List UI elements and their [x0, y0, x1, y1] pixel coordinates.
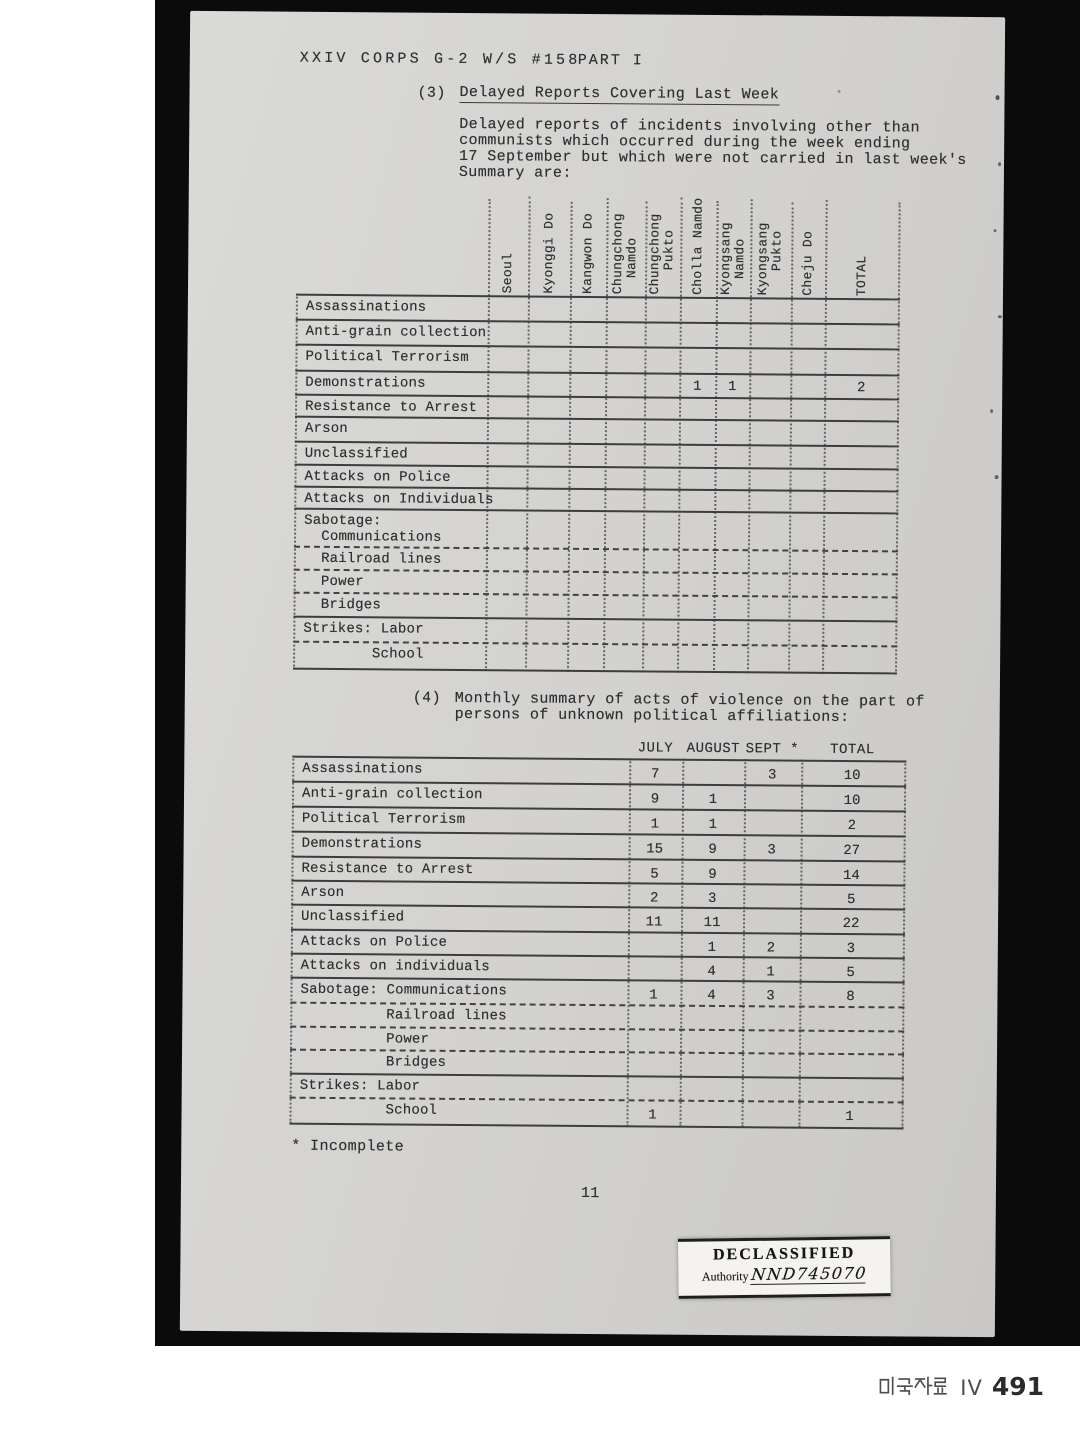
cell-value: 1 — [692, 378, 702, 395]
stamp-authority-label: Authority — [701, 1268, 749, 1284]
scan-speck — [995, 475, 999, 479]
cell-value: 4 — [707, 963, 716, 980]
cell-value: 2 — [649, 890, 659, 907]
cell-value — [676, 1108, 746, 1109]
column-header-august: AUGUST — [686, 740, 741, 758]
cell-value: 2 — [856, 380, 866, 397]
page-number: 11 — [580, 1184, 600, 1203]
cell-value: 3 — [766, 988, 775, 1005]
scan-speck — [998, 162, 1001, 166]
stamp-authority-number: NND745070 — [750, 1263, 869, 1284]
row-label: Unclassified — [301, 908, 405, 926]
table-body — [293, 294, 900, 675]
column-header-sept: SEPT * — [745, 741, 800, 758]
stamp-title: DECLASSIFIED — [712, 1244, 856, 1264]
cell-value: 9 — [708, 866, 717, 883]
column-header-kyongsang-pukto: Kyongsang Pukto — [754, 222, 785, 296]
row-label: Arson — [304, 420, 348, 438]
caption-volume: IV — [960, 1376, 983, 1400]
row-label: Assassinations — [302, 760, 423, 778]
cell-value: 11 — [645, 914, 663, 931]
document-sheet — [180, 11, 1005, 1337]
scan-speck — [990, 409, 993, 413]
column-header-kyongsang-namdo: Kyongsang Namdo — [717, 222, 748, 296]
scan-speck — [998, 315, 1002, 318]
cell-value: 8 — [846, 989, 855, 1006]
row-label: Assassinations — [305, 298, 427, 316]
cell-value: 5 — [846, 965, 855, 982]
row-label: Resistance to Arrest — [301, 860, 474, 879]
cell-value: 7 — [650, 766, 660, 783]
row-label: Strikes: Labor — [303, 620, 424, 638]
scan-speck — [993, 229, 996, 232]
cell-value: 27 — [843, 842, 861, 860]
row-label: Strikes: Labor — [299, 1077, 421, 1095]
cell-value: 1 — [845, 1108, 854, 1126]
cell-value: 14 — [842, 867, 860, 885]
column-header-cheju-do: Cheju Do — [799, 230, 816, 296]
cell-value: 15 — [646, 841, 664, 858]
row-label: School — [299, 1101, 438, 1119]
cell-value: 1 — [649, 987, 658, 1004]
declassified-stamp — [678, 1236, 891, 1299]
cell-value: 3 — [767, 842, 776, 859]
cell-value: 3 — [707, 890, 717, 907]
table-row — [293, 643, 897, 673]
scanned-photo-background — [155, 0, 1080, 1346]
column-header-chungchong-namdo: Chungchong Namdo — [609, 213, 640, 295]
row-label: Demonstrations — [305, 374, 426, 392]
cell-value: 10 — [843, 792, 861, 810]
row-label: Power — [303, 573, 364, 591]
cell-value: 2 — [847, 818, 857, 835]
monthly-summary-table — [289, 738, 906, 1131]
row-label: Attacks on Individuals — [304, 490, 494, 509]
cell-value: 1 — [766, 964, 775, 981]
cell-value: 22 — [842, 915, 860, 933]
cell-value: 3 — [846, 941, 856, 958]
row-label: Arson — [301, 884, 345, 902]
section3-paragraph: Delayed reports of incidents involving other than communists which occurred during the week ending 17 September but which were not carried in last week's Summary are: — [458, 115, 967, 182]
cell-value: 3 — [767, 767, 777, 784]
row-label: Railroad lines — [303, 550, 442, 568]
row-label: Anti-grain collection — [301, 785, 483, 804]
cell-value: 10 — [843, 767, 861, 785]
section4-number: (4) — [412, 689, 442, 707]
table-row — [294, 510, 898, 553]
row-label: Railroad lines — [300, 1006, 507, 1025]
cell-value: 5 — [846, 892, 856, 909]
stamp-authority-line — [678, 1263, 890, 1286]
row-label: Power — [300, 1030, 430, 1048]
book-caption — [879, 1372, 1044, 1401]
cell-value: 2 — [766, 940, 776, 957]
cell-value: 1 — [707, 939, 717, 956]
cell-value: 5 — [650, 866, 659, 883]
row-label: Political Terrorism — [301, 810, 466, 829]
row-label: Resistance to Arrest — [305, 398, 478, 417]
row-label: Attacks on Police — [304, 468, 451, 486]
footnote: * Incomplete — [291, 1137, 405, 1156]
cell-value: 1 — [650, 816, 660, 833]
row-label: Attacks on Police — [300, 933, 448, 951]
column-header-july: JULY — [637, 740, 674, 757]
table-body — [289, 756, 906, 1130]
cell-value: 1 — [708, 791, 718, 808]
cell-value: 4 — [707, 987, 716, 1004]
cell-value: 1 — [727, 379, 737, 396]
row-label: Unclassified — [304, 445, 408, 463]
scan-speck — [838, 90, 841, 93]
cell-value: 9 — [650, 791, 660, 808]
row-label: Bridges — [303, 596, 382, 614]
part-label: PART I — [577, 51, 644, 70]
column-header-chungchong-pukto: Chungchong Pukto — [646, 213, 677, 295]
cell-value: 11 — [703, 914, 721, 932]
cell-value: 1 — [708, 816, 718, 833]
province-incidents-table — [293, 186, 901, 677]
column-header-total: TOTAL — [830, 741, 875, 759]
row-label: Bridges — [299, 1053, 447, 1071]
row-label: Political Terrorism — [305, 348, 469, 367]
caption-korean-text — [879, 1376, 951, 1395]
section4-paragraph: Monthly summary of acts of violence on the part of persons of unknown political affiliations: — [454, 689, 925, 727]
table-row — [289, 1099, 903, 1128]
cell-value: 1 — [648, 1107, 657, 1124]
caption-page-number: 491 — [991, 1372, 1044, 1401]
cell-value — [678, 767, 748, 768]
column-header-seoul: Seoul — [499, 252, 516, 294]
section3-title: Delayed Reports Covering Last Week — [459, 83, 780, 104]
row-label: School — [303, 645, 424, 663]
document-id: XXIV CORPS G-2 W/S #158 — [299, 49, 581, 69]
row-label: Sabotage: Communications — [304, 512, 442, 546]
row-label: Attacks on individuals — [300, 957, 490, 976]
cell-value: 9 — [708, 841, 717, 858]
column-header-cholla-namdo: Cholla Namdo — [689, 197, 706, 295]
column-header-kyonggi-do: Kyonggi Do — [540, 212, 557, 294]
scan-speck — [996, 95, 1000, 100]
row-label: Demonstrations — [301, 835, 423, 853]
row-label: Sabotage: Communications — [300, 981, 508, 1000]
section3-number: (3) — [417, 84, 446, 102]
column-header-kangwon-do: Kangwon Do — [579, 212, 596, 295]
column-header-total: TOTAL — [853, 255, 870, 297]
row-label: Anti-grain collection — [305, 323, 487, 342]
